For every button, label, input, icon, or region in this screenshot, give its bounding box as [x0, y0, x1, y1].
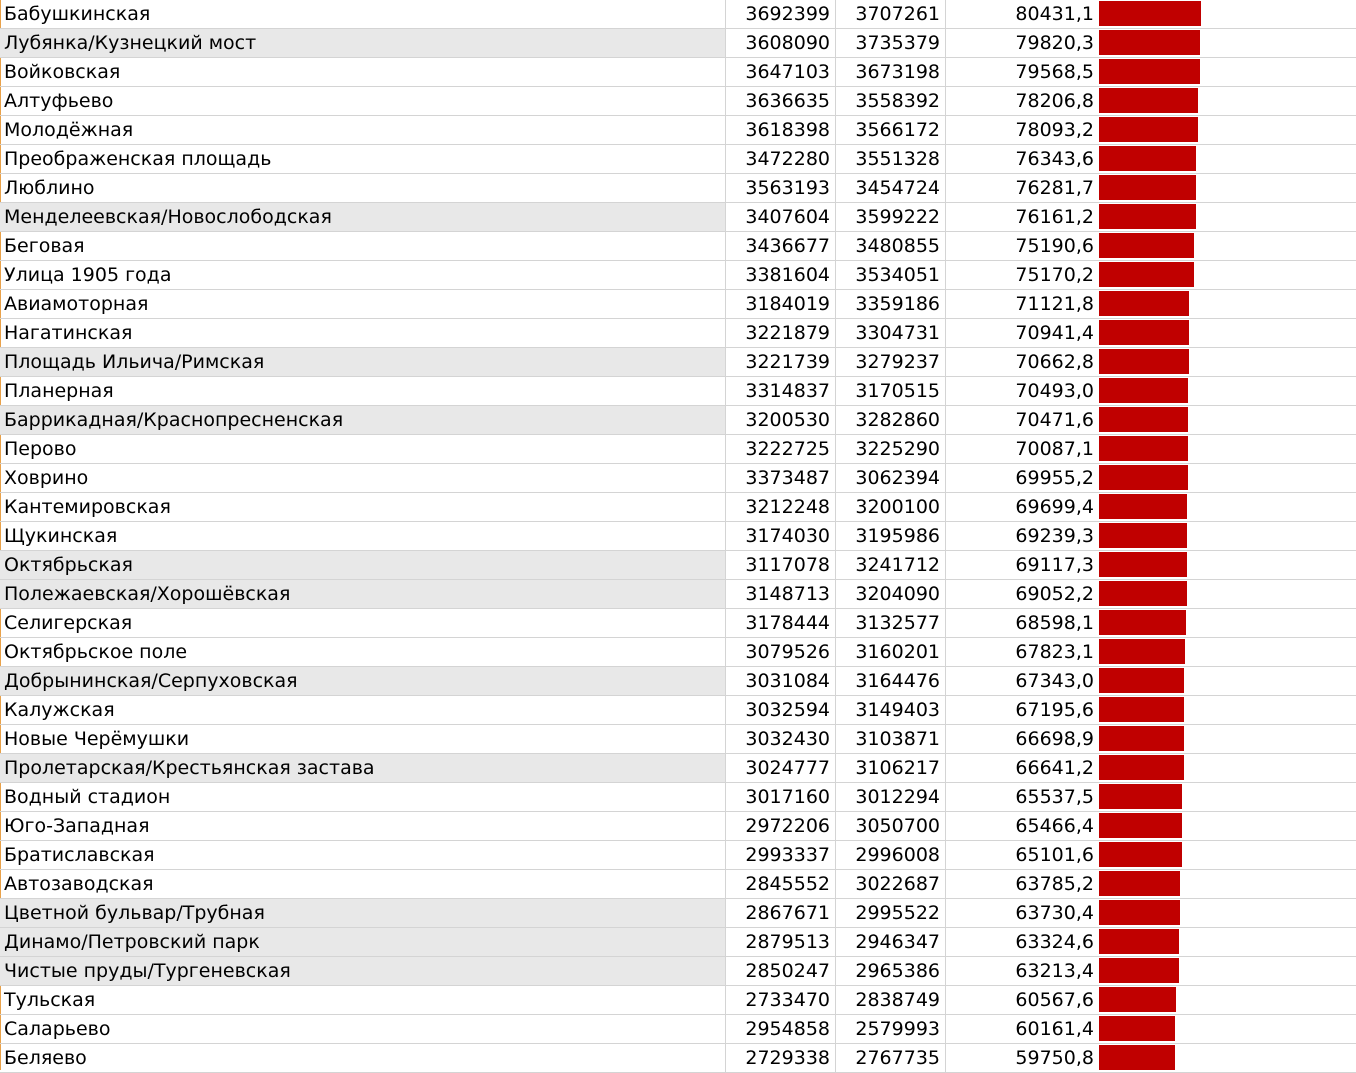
- databar: [1099, 552, 1187, 577]
- table-row: [0, 464, 1356, 493]
- databar-cell[interactable]: [1098, 203, 1356, 231]
- value-col2-cell[interactable]: 2767735: [836, 1044, 946, 1072]
- value-col3-cell[interactable]: 79820,3: [1015, 32, 1094, 54]
- databar: [1099, 436, 1188, 461]
- databar-cell[interactable]: [1098, 290, 1356, 318]
- value-col1-cell[interactable]: 2850247: [726, 957, 836, 985]
- value-col1-cell[interactable]: 2733470: [726, 986, 836, 1014]
- databar-cell[interactable]: [1098, 638, 1356, 666]
- station-name-cell[interactable]: Октябрьская: [0, 551, 726, 579]
- table-row: [0, 145, 1356, 174]
- station-name-cell[interactable]: Перово: [0, 435, 726, 463]
- databar: [1099, 204, 1196, 229]
- databar: [1099, 262, 1194, 287]
- databar: [1099, 494, 1187, 519]
- databar-cell[interactable]: [1098, 899, 1356, 927]
- value-col1-cell[interactable]: 3563193: [726, 174, 836, 202]
- station-name-cell[interactable]: Чистые пруды/Тургеневская: [0, 957, 726, 985]
- value-col1-cell[interactable]: 3031084: [726, 667, 836, 695]
- databar: [1099, 146, 1196, 171]
- value-col2-cell[interactable]: 3673198: [836, 58, 946, 86]
- value-col3-cell[interactable]: 80431,1: [1015, 3, 1094, 25]
- value-col3-cell[interactable]: 67343,0: [1015, 670, 1094, 692]
- table-row: [0, 928, 1356, 957]
- databar: [1099, 1016, 1175, 1041]
- value-col3-cell[interactable]: 68598,1: [1015, 612, 1094, 634]
- databar: [1099, 784, 1182, 809]
- station-name-cell[interactable]: Беговая: [0, 232, 726, 260]
- station-name-cell[interactable]: Новые Черёмушки: [0, 725, 726, 753]
- value-col3-cell[interactable]: 69239,3: [1015, 525, 1094, 547]
- station-name-cell[interactable]: Автозаводская: [0, 870, 726, 898]
- databar: [1099, 871, 1180, 896]
- value-col2-cell[interactable]: 2579993: [836, 1015, 946, 1043]
- value-col1-cell[interactable]: 3692399: [726, 0, 836, 28]
- value-col3-cell[interactable]: 69699,4: [1015, 496, 1094, 518]
- databar-cell[interactable]: [1098, 957, 1356, 985]
- value-col1-cell[interactable]: 3184019: [726, 290, 836, 318]
- databar-cell[interactable]: [1098, 841, 1356, 869]
- value-col2-cell[interactable]: 3160201: [836, 638, 946, 666]
- station-name-cell[interactable]: Молодёжная: [0, 116, 726, 144]
- value-col1-cell[interactable]: 3032430: [726, 725, 836, 753]
- value-col3-cell[interactable]: 79568,5: [1015, 61, 1094, 83]
- table-row: [0, 232, 1356, 261]
- databar: [1099, 1045, 1175, 1070]
- value-col3-cell[interactable]: 67195,6: [1015, 699, 1094, 721]
- value-col2-cell[interactable]: 3241712: [836, 551, 946, 579]
- value-col3-cell[interactable]: 63730,4: [1015, 902, 1094, 924]
- station-name-cell[interactable]: Войковская: [0, 58, 726, 86]
- value-col3-cell[interactable]: 70471,6: [1015, 409, 1094, 431]
- databar: [1099, 523, 1187, 548]
- value-col1-cell[interactable]: 3212248: [726, 493, 836, 521]
- value-col2-cell[interactable]: 3279237: [836, 348, 946, 376]
- value-col2-cell[interactable]: 2946347: [836, 928, 946, 956]
- station-name-cell[interactable]: Братиславская: [0, 841, 726, 869]
- databar-cell[interactable]: [1098, 0, 1356, 28]
- value-col1-cell[interactable]: 3148713: [726, 580, 836, 608]
- value-col2-cell[interactable]: 3050700: [836, 812, 946, 840]
- table-row: [0, 580, 1356, 609]
- value-col1-cell[interactable]: 2954858: [726, 1015, 836, 1043]
- value-col3-cell[interactable]: 70941,4: [1015, 322, 1094, 344]
- value-col1-cell[interactable]: 3200530: [726, 406, 836, 434]
- value-col1-cell[interactable]: 3032594: [726, 696, 836, 724]
- databar-cell[interactable]: [1098, 87, 1356, 115]
- value-col2-cell[interactable]: 3200100: [836, 493, 946, 521]
- databar-cell[interactable]: [1098, 1044, 1356, 1072]
- databar: [1099, 1, 1201, 26]
- value-col1-cell[interactable]: 3618398: [726, 116, 836, 144]
- databar-cell[interactable]: [1098, 986, 1356, 1014]
- databar: [1099, 842, 1182, 867]
- value-col2-cell[interactable]: 3062394: [836, 464, 946, 492]
- databar: [1099, 378, 1188, 403]
- station-name-cell[interactable]: Планерная: [0, 377, 726, 405]
- value-col3-cell[interactable]: 78206,8: [1015, 90, 1094, 112]
- station-name-cell[interactable]: Кантемировская: [0, 493, 726, 521]
- station-name-cell[interactable]: Динамо/Петровский парк: [0, 928, 726, 956]
- databar-cell[interactable]: [1098, 812, 1356, 840]
- table-row: [0, 754, 1356, 783]
- databar: [1099, 639, 1185, 664]
- table-row: [0, 841, 1356, 870]
- databar: [1099, 88, 1198, 113]
- value-col2-cell[interactable]: 3304731: [836, 319, 946, 347]
- station-name-cell[interactable]: Полежаевская/Хорошёвская: [0, 580, 726, 608]
- value-col1-cell[interactable]: 3221739: [726, 348, 836, 376]
- value-col1-cell[interactable]: 3647103: [726, 58, 836, 86]
- value-col3-cell[interactable]: 75190,6: [1015, 235, 1094, 257]
- table-row: [0, 783, 1356, 812]
- table-row: [0, 406, 1356, 435]
- databar-cell[interactable]: [1098, 609, 1356, 637]
- databar: [1099, 610, 1186, 635]
- databar-cell[interactable]: [1098, 261, 1356, 289]
- value-col2-cell[interactable]: 3735379: [836, 29, 946, 57]
- value-col1-cell[interactable]: 3608090: [726, 29, 836, 57]
- table-row: [0, 899, 1356, 928]
- value-col3-cell[interactable]: 65466,4: [1015, 815, 1094, 837]
- databar: [1099, 349, 1189, 374]
- table-row: [0, 1044, 1356, 1073]
- databar-cell[interactable]: [1098, 928, 1356, 956]
- value-col2-cell[interactable]: 2995522: [836, 899, 946, 927]
- table-row: [0, 725, 1356, 754]
- value-col2-cell[interactable]: 3022687: [836, 870, 946, 898]
- station-name-cell[interactable]: Площадь Ильича/Римская: [0, 348, 726, 376]
- station-name-cell[interactable]: Добрынинская/Серпуховская: [0, 667, 726, 695]
- table-row: [0, 870, 1356, 899]
- station-name-cell[interactable]: Авиамоторная: [0, 290, 726, 318]
- value-col3-cell[interactable]: 63785,2: [1015, 873, 1094, 895]
- table-row: [0, 58, 1356, 87]
- value-col2-cell[interactable]: 3534051: [836, 261, 946, 289]
- value-col3-cell[interactable]: 69117,3: [1015, 554, 1094, 576]
- value-col1-cell[interactable]: 3024777: [726, 754, 836, 782]
- table-row: [0, 957, 1356, 986]
- value-col2-cell[interactable]: 3480855: [836, 232, 946, 260]
- value-col3-cell[interactable]: 70662,8: [1015, 351, 1094, 373]
- databar-cell[interactable]: [1098, 435, 1356, 463]
- value-col1-cell[interactable]: 3017160: [726, 783, 836, 811]
- station-name-cell[interactable]: Люблино: [0, 174, 726, 202]
- databar: [1099, 929, 1179, 954]
- station-name-cell[interactable]: Пролетарская/Крестьянская застава: [0, 754, 726, 782]
- value-col2-cell[interactable]: 2838749: [836, 986, 946, 1014]
- value-col1-cell[interactable]: 3636635: [726, 87, 836, 115]
- station-name-cell[interactable]: Ховрино: [0, 464, 726, 492]
- value-col1-cell[interactable]: 2879513: [726, 928, 836, 956]
- databar-cell[interactable]: [1098, 116, 1356, 144]
- databar: [1099, 813, 1182, 838]
- value-col2-cell[interactable]: 3164476: [836, 667, 946, 695]
- station-name-cell[interactable]: Октябрьское поле: [0, 638, 726, 666]
- databar-cell[interactable]: [1098, 319, 1356, 347]
- table-row: [0, 377, 1356, 406]
- databar-cell[interactable]: [1098, 232, 1356, 260]
- table-row: [0, 261, 1356, 290]
- station-name-cell[interactable]: Лубянка/Кузнецкий мост: [0, 29, 726, 57]
- value-col1-cell[interactable]: 2972206: [726, 812, 836, 840]
- station-name-cell[interactable]: Преображенская площадь: [0, 145, 726, 173]
- value-col1-cell[interactable]: 2845552: [726, 870, 836, 898]
- value-col3-cell[interactable]: 71121,8: [1015, 293, 1094, 315]
- value-col1-cell[interactable]: 2729338: [726, 1044, 836, 1072]
- databar-cell[interactable]: [1098, 754, 1356, 782]
- value-col3-cell[interactable]: 66698,9: [1015, 728, 1094, 750]
- value-col3-cell[interactable]: 69955,2: [1015, 467, 1094, 489]
- databar: [1099, 117, 1198, 142]
- table-row: [0, 290, 1356, 319]
- value-col2-cell[interactable]: 3599222: [836, 203, 946, 231]
- databar: [1099, 958, 1179, 983]
- value-col3-cell[interactable]: 60161,4: [1015, 1018, 1094, 1040]
- value-col1-cell[interactable]: 3079526: [726, 638, 836, 666]
- databar-cell[interactable]: [1098, 725, 1356, 753]
- value-col3-cell[interactable]: 66641,2: [1015, 757, 1094, 779]
- databar: [1099, 726, 1184, 751]
- value-col2-cell[interactable]: 3282860: [836, 406, 946, 434]
- databar: [1099, 407, 1188, 432]
- value-col1-cell[interactable]: 3221879: [726, 319, 836, 347]
- databar-cell[interactable]: [1098, 406, 1356, 434]
- databar-cell[interactable]: [1098, 348, 1356, 376]
- table-row: [0, 522, 1356, 551]
- databar: [1099, 581, 1187, 606]
- databar: [1099, 175, 1196, 200]
- table-row: [0, 348, 1356, 377]
- value-col2-cell[interactable]: 3225290: [836, 435, 946, 463]
- value-col2-cell[interactable]: 3132577: [836, 609, 946, 637]
- value-col3-cell[interactable]: 70087,1: [1015, 438, 1094, 460]
- value-col2-cell[interactable]: 3551328: [836, 145, 946, 173]
- table-row: [0, 551, 1356, 580]
- databar: [1099, 755, 1184, 780]
- value-col1-cell[interactable]: 3407604: [726, 203, 836, 231]
- value-col3-cell[interactable]: 75170,2: [1015, 264, 1094, 286]
- value-col3-cell[interactable]: 76343,6: [1015, 148, 1094, 170]
- station-name-cell[interactable]: Беляево: [0, 1044, 726, 1072]
- databar-cell[interactable]: [1098, 551, 1356, 579]
- table-row: [0, 87, 1356, 116]
- table-row: [0, 986, 1356, 1015]
- value-col2-cell[interactable]: 3454724: [836, 174, 946, 202]
- station-name-cell[interactable]: Бабушкинская: [0, 0, 726, 28]
- table-row: [0, 812, 1356, 841]
- station-name-cell[interactable]: Нагатинская: [0, 319, 726, 347]
- databar-cell[interactable]: [1098, 58, 1356, 86]
- table-row: [0, 435, 1356, 464]
- value-col2-cell[interactable]: 3106217: [836, 754, 946, 782]
- databar: [1099, 900, 1180, 925]
- station-name-cell[interactable]: Селигерская: [0, 609, 726, 637]
- value-col3-cell[interactable]: 76161,2: [1015, 206, 1094, 228]
- value-col2-cell[interactable]: 3195986: [836, 522, 946, 550]
- value-col1-cell[interactable]: 3314837: [726, 377, 836, 405]
- databar: [1099, 30, 1200, 55]
- table-row: [0, 29, 1356, 58]
- databar: [1099, 291, 1189, 316]
- value-col1-cell[interactable]: 3472280: [726, 145, 836, 173]
- table-row: [0, 1015, 1356, 1044]
- value-col2-cell[interactable]: 3204090: [836, 580, 946, 608]
- station-name-cell[interactable]: Улица 1905 года: [0, 261, 726, 289]
- value-col1-cell[interactable]: 3381604: [726, 261, 836, 289]
- value-col1-cell[interactable]: 3373487: [726, 464, 836, 492]
- value-col3-cell[interactable]: 67823,1: [1015, 641, 1094, 663]
- table-row: [0, 493, 1356, 522]
- station-name-cell[interactable]: Юго-Западная: [0, 812, 726, 840]
- databar-cell[interactable]: [1098, 174, 1356, 202]
- databar-cell[interactable]: [1098, 696, 1356, 724]
- value-col3-cell[interactable]: 70493,0: [1015, 380, 1094, 402]
- databar-cell[interactable]: [1098, 145, 1356, 173]
- value-col2-cell[interactable]: 2965386: [836, 957, 946, 985]
- table-row: [0, 319, 1356, 348]
- value-col2-cell[interactable]: 3707261: [836, 0, 946, 28]
- value-col1-cell[interactable]: 2867671: [726, 899, 836, 927]
- value-col1-cell[interactable]: 3436677: [726, 232, 836, 260]
- value-col1-cell[interactable]: 2993337: [726, 841, 836, 869]
- value-col3-cell[interactable]: 63324,6: [1015, 931, 1094, 953]
- table-row: [0, 696, 1356, 725]
- databar-cell[interactable]: [1098, 783, 1356, 811]
- value-col2-cell[interactable]: 3012294: [836, 783, 946, 811]
- value-col3-cell[interactable]: 59750,8: [1015, 1047, 1094, 1069]
- databar-cell[interactable]: [1098, 667, 1356, 695]
- table-row: [0, 0, 1356, 29]
- databar-cell[interactable]: [1098, 1015, 1356, 1043]
- table-row: [0, 116, 1356, 145]
- databar: [1099, 465, 1188, 490]
- value-col2-cell[interactable]: 3566172: [836, 116, 946, 144]
- value-col3-cell[interactable]: 60567,6: [1015, 989, 1094, 1011]
- databar-cell[interactable]: [1098, 29, 1356, 57]
- table-row: [0, 638, 1356, 667]
- value-col2-cell[interactable]: 3359186: [836, 290, 946, 318]
- table-row: [0, 203, 1356, 232]
- table-row: [0, 667, 1356, 696]
- value-col2-cell[interactable]: 2996008: [836, 841, 946, 869]
- value-col2-cell[interactable]: 3149403: [836, 696, 946, 724]
- station-name-cell[interactable]: Цветной бульвар/Трубная: [0, 899, 726, 927]
- databar-cell[interactable]: [1098, 522, 1356, 550]
- value-col2-cell[interactable]: 3103871: [836, 725, 946, 753]
- station-name-cell[interactable]: Калужская: [0, 696, 726, 724]
- value-col3-cell[interactable]: 63213,4: [1015, 960, 1094, 982]
- value-col3-cell[interactable]: 65101,6: [1015, 844, 1094, 866]
- databar: [1099, 697, 1184, 722]
- databar: [1099, 987, 1176, 1012]
- value-col3-cell[interactable]: 69052,2: [1015, 583, 1094, 605]
- databar-cell[interactable]: [1098, 580, 1356, 608]
- value-col3-cell[interactable]: 78093,2: [1015, 119, 1094, 141]
- value-col1-cell[interactable]: 3117078: [726, 551, 836, 579]
- station-name-cell[interactable]: Щукинская: [0, 522, 726, 550]
- table-row: [0, 174, 1356, 203]
- databar-cell[interactable]: [1098, 870, 1356, 898]
- station-name-cell[interactable]: Тульская: [0, 986, 726, 1014]
- station-name-cell[interactable]: Водный стадион: [0, 783, 726, 811]
- databar: [1099, 233, 1194, 258]
- value-col3-cell[interactable]: 76281,7: [1015, 177, 1094, 199]
- value-col1-cell[interactable]: 3174030: [726, 522, 836, 550]
- station-name-cell[interactable]: Саларьево: [0, 1015, 726, 1043]
- databar: [1099, 59, 1200, 84]
- value-col3-cell[interactable]: 65537,5: [1015, 786, 1094, 808]
- station-name-cell[interactable]: Менделеевская/Новослободская: [0, 203, 726, 231]
- value-col1-cell[interactable]: 3178444: [726, 609, 836, 637]
- value-col2-cell[interactable]: 3558392: [836, 87, 946, 115]
- value-col2-cell[interactable]: 3170515: [836, 377, 946, 405]
- databar: [1099, 320, 1189, 345]
- station-name-cell[interactable]: Алтуфьево: [0, 87, 726, 115]
- databar-cell[interactable]: [1098, 464, 1356, 492]
- value-col1-cell[interactable]: 3222725: [726, 435, 836, 463]
- databar-cell[interactable]: [1098, 493, 1356, 521]
- station-name-cell[interactable]: Баррикадная/Краснопресненская: [0, 406, 726, 434]
- databar-cell[interactable]: [1098, 377, 1356, 405]
- databar: [1099, 668, 1184, 693]
- table-row: [0, 609, 1356, 638]
